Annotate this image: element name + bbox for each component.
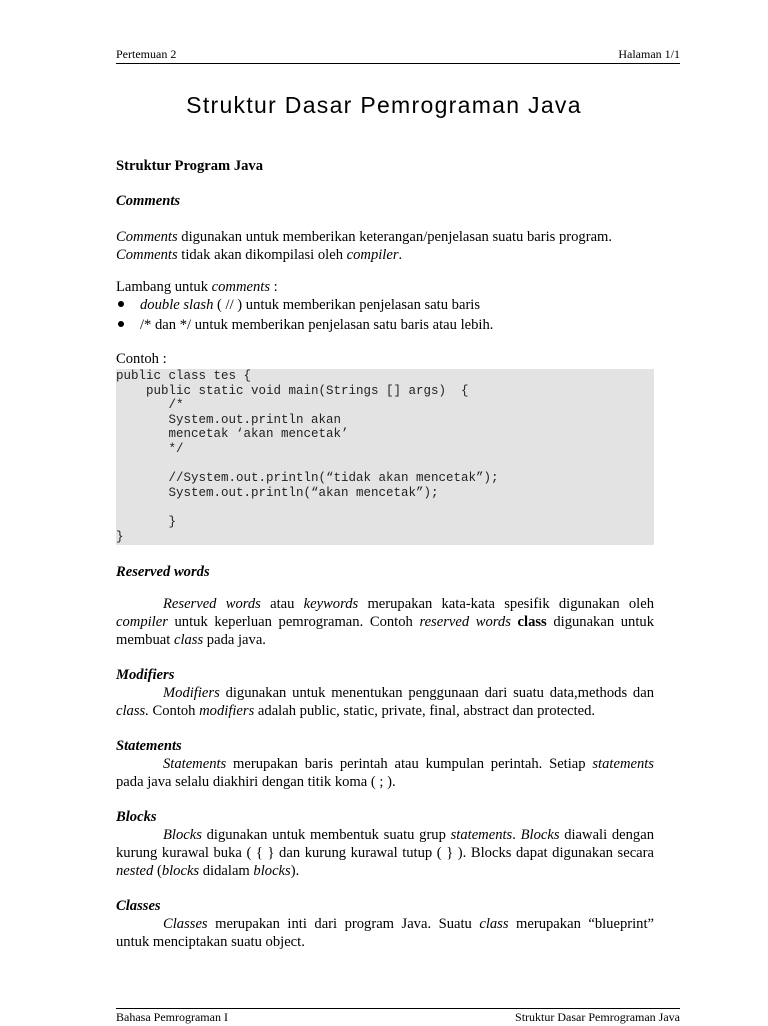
modifiers-heading: Modifiers [116, 667, 175, 683]
header-meeting: Pertemuan 2 [116, 47, 177, 61]
reserved-words-paragraph: Reserved words atau keywords merupakan kata-kata spesifik digunakan oleh compiler untuk keperluan pemrograman. Contoh reserved words class digunakan untuk membuat class pada java. [116, 596, 654, 648]
comments-heading: Comments [116, 193, 181, 209]
page-title: Struktur Dasar Pemrograman Java [186, 92, 582, 118]
section-heading: Struktur Program Java [116, 158, 264, 174]
blocks-heading: Blocks [116, 809, 157, 825]
code-block: public class tes { public static void main(Strings [] args) { /* System.out.println akan mencetak ‘akan mencetak’ */ //System.out.println(“tidak akan mencetak”); System.out.println(“akan mencetak”); } } [116, 369, 499, 544]
classes-heading: Classes [116, 898, 161, 914]
bullet-double-slash: double slash ( // ) untuk memberikan penjelasan satu baris [116, 296, 654, 316]
comments-symbol-intro: Lambang untuk comments : [116, 279, 278, 295]
page-footer [116, 1008, 680, 1026]
classes-paragraph: Classes merupakan inti dari program Java. Suatu class merupakan “blueprint” untuk menciptakan suatu object. [116, 916, 655, 950]
blocks-paragraph: Blocks digunakan untuk membentuk suatu grup statements. Blocks diawali dengan kurung kurawal buka ( { } dan kurung kurawal tutup ( } ). Blocks dapat digunakan secara nested (blocks didalam blocks). [116, 827, 654, 879]
comments-paragraph [116, 228, 654, 264]
footer-course: Bahasa Pemrograman I [116, 1010, 228, 1024]
comments-line-2: Comments tidak akan dikompilasi oleh compiler. [116, 247, 403, 263]
reserved-words-heading: Reserved words [116, 564, 210, 580]
bullet-dot-icon [118, 321, 124, 327]
bullet-dot-icon [118, 301, 124, 307]
modifiers-paragraph: Modifiers digunakan untuk menentukan penggunaan dari suatu data,methods dan class. Contoh modifiers adalah public, static, private, final, abstract dan protected. [116, 685, 654, 719]
statements-heading: Statements [116, 738, 182, 754]
statements-paragraph: Statements merupakan baris perintah atau kumpulan perintah. Setiap statements pada java selalu diakhiri dengan titik koma ( ; ). [116, 756, 654, 790]
bullet-block-comment: /* dan */ untuk memberikan penjelasan satu baris atau lebih. [116, 316, 654, 336]
comments-line-1: Comments digunakan untuk memberikan keterangan/penjelasan suatu baris program. [116, 229, 613, 245]
header-page-number: Halaman 1/1 [618, 47, 680, 61]
page-header [116, 47, 680, 64]
example-label: Contoh : [116, 351, 167, 367]
footer-topic: Struktur Dasar Pemrograman Java [515, 1010, 680, 1024]
comments-bullet-list [116, 296, 654, 336]
